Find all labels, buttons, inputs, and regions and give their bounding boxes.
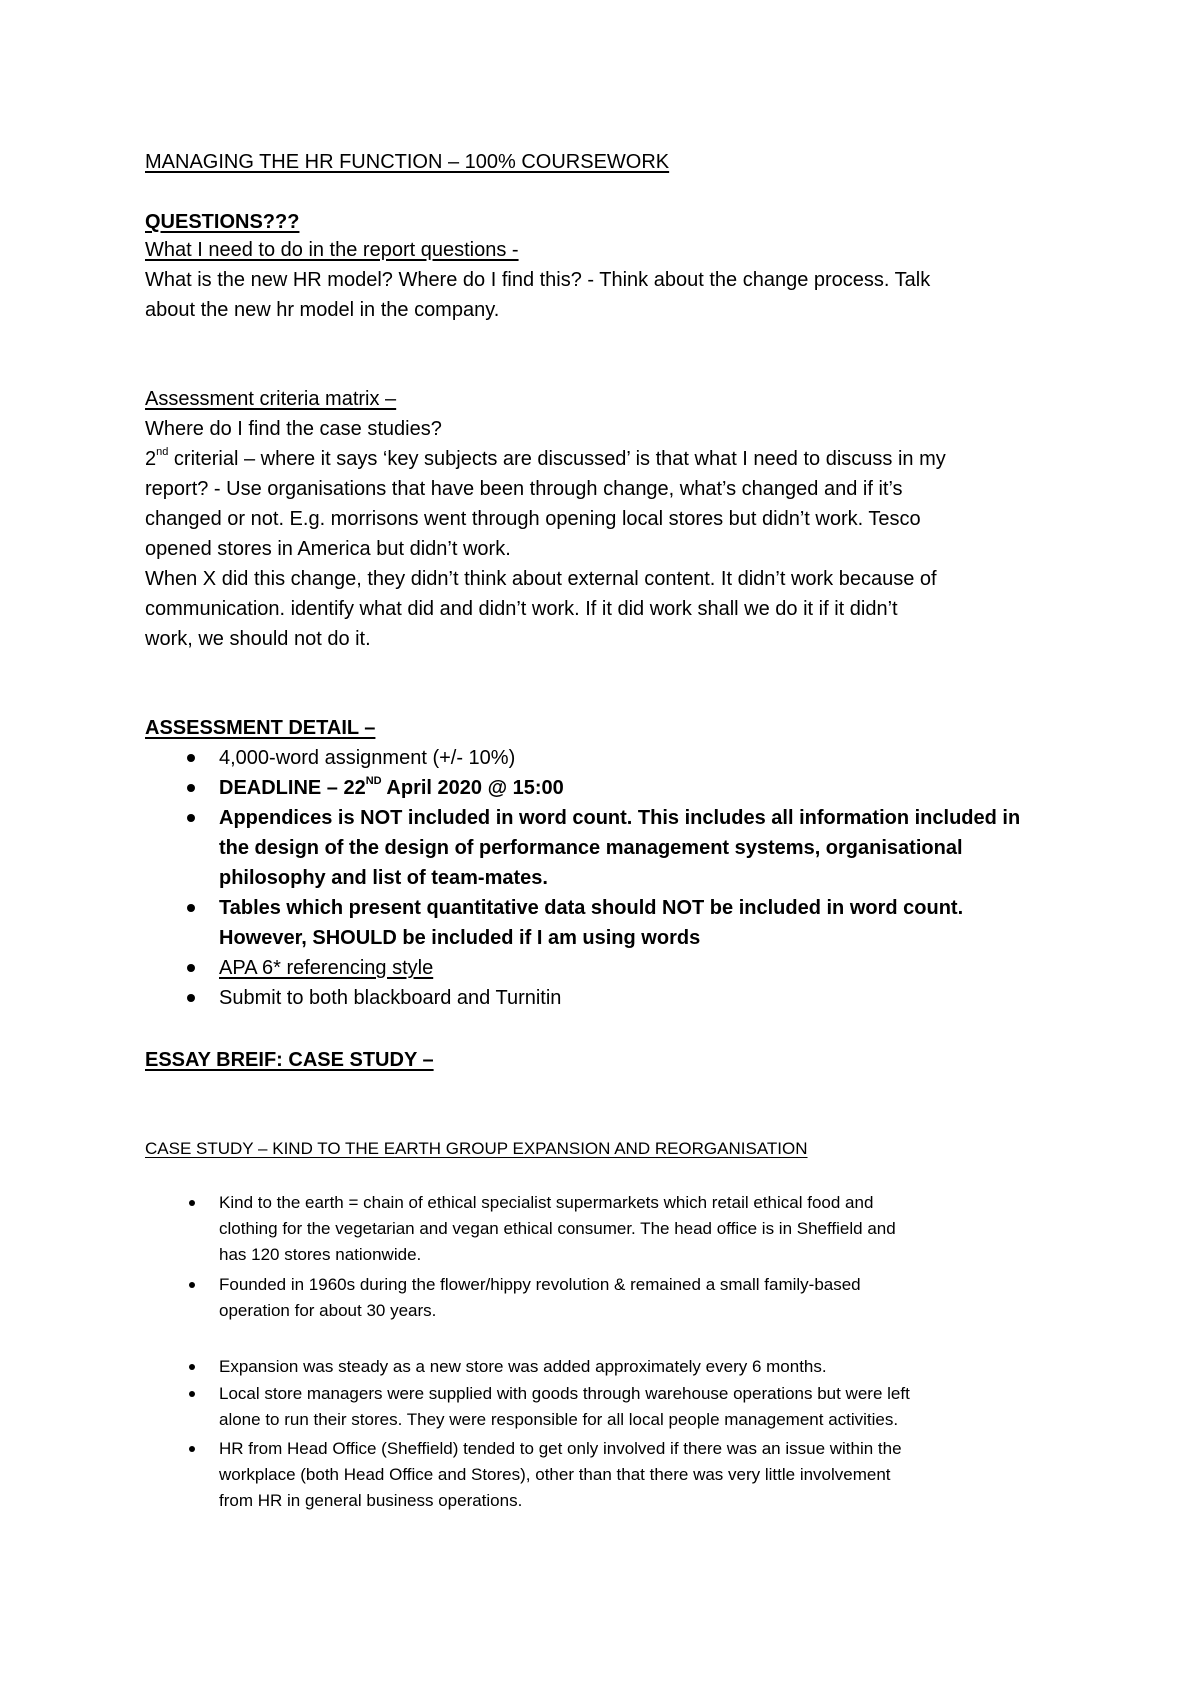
bullet-icon (187, 784, 195, 792)
bullet-icon (187, 964, 195, 972)
list-item-text: Kind to the earth = chain of ethical specialist supermarkets which retail ethical food and (219, 1193, 874, 1212)
assessment-criteria-line: communication. identify what did and didn’t work. If it did work shall we do it if it didn’t (145, 598, 898, 620)
criteria-text: criterial – where it says ‘key subjects are discussed’ is that what I need to discuss in my (168, 448, 946, 470)
list-item-text: 4,000-word assignment (+/- 10%) (219, 747, 516, 769)
bullet-icon (187, 904, 195, 912)
list-item-text: has 120 stores nationwide. (219, 1245, 422, 1264)
ordinal-number: 2 (145, 448, 157, 470)
bullet-icon (187, 814, 195, 822)
assessment-criteria-line: When X did this change, they didn’t think about external content. It didn’t work because of (145, 568, 937, 590)
bullet-icon (187, 994, 195, 1002)
essay-brief-heading: ESSAY BREIF: CASE STUDY – (145, 1049, 434, 1071)
list-item-text: HR from Head Office (Sheffield) tended to get only involved if there was an issue within the (219, 1439, 902, 1458)
assessment-criteria-line (145, 447, 946, 471)
list-item-text: Expansion was steady as a new store was added approximately every 6 months. (219, 1357, 827, 1376)
list-item-text: Founded in 1960s during the flower/hippy revolution & remained a small family-based (219, 1275, 861, 1294)
assessment-criteria-line: work, we should not do it. (145, 628, 371, 650)
list-item-text: the design of the design of performance management systems, organisational (219, 837, 963, 859)
list-item-text: alone to run their stores. They were responsible for all local people management activities. (219, 1410, 899, 1429)
document-title: MANAGING THE HR FUNCTION – 100% COURSEWORK (145, 151, 670, 173)
list-item-text: workplace (both Head Office and Stores), other than that there was very little involvement (219, 1465, 891, 1484)
case-study-heading: CASE STUDY – KIND TO THE EARTH GROUP EXPANSION AND REORGANISATION (145, 1139, 808, 1158)
bullet-icon (187, 754, 195, 762)
list-item-text: Tables which present quantitative data should NOT be included in word count. (219, 897, 964, 919)
bullet-icon (189, 1391, 195, 1397)
deadline-ordinal: ND (365, 775, 382, 788)
deadline-post: April 2020 @ 15:00 (381, 777, 564, 799)
bullet-icon (189, 1200, 195, 1206)
list-item-text: clothing for the vegetarian and vegan ethical consumer. The head office is in Sheffield and (219, 1219, 896, 1238)
ordinal-suffix: nd (156, 446, 169, 459)
list-item-text: philosophy and list of team-mates. (219, 867, 548, 889)
list-item-text: operation for about 30 years. (219, 1301, 437, 1320)
deadline-pre: DEADLINE – 22 (219, 777, 366, 799)
list-item-text: from HR in general business operations. (219, 1491, 523, 1510)
list-item-text: Appendices is NOT included in word count. This includes all information included in (219, 807, 1021, 829)
assessment-criteria-line: report? - Use organisations that have been through change, what’s changed and if it’s (145, 478, 903, 500)
assessment-criteria-line: changed or not. E.g. morrisons went through opening local stores but didn’t work. Tesco (145, 508, 921, 530)
questions-line: about the new hr model in the company. (145, 299, 500, 321)
list-item-text: Local store managers were supplied with goods through warehouse operations but were left (219, 1384, 910, 1403)
deadline-text (219, 776, 564, 800)
bullet-icon (189, 1282, 195, 1288)
questions-heading: QUESTIONS??? (145, 211, 300, 233)
bullet-icon (189, 1446, 195, 1452)
referencing-style-link[interactable]: APA 6* referencing style (219, 957, 434, 979)
questions-line: What is the new HR model? Where do I find this? - Think about the change process. Talk (145, 269, 931, 291)
bullet-icon (189, 1364, 195, 1370)
list-item-text: Submit to both blackboard and Turnitin (219, 987, 562, 1009)
list-item-text: However, SHOULD be included if I am using words (219, 927, 701, 949)
assessment-detail-heading: ASSESSMENT DETAIL – (145, 717, 376, 739)
assessment-criteria-line: opened stores in America but didn’t work. (145, 538, 511, 560)
assessment-criteria-heading: Assessment criteria matrix – (145, 388, 397, 410)
assessment-criteria-line: Where do I find the case studies? (145, 418, 442, 440)
questions-subheading: What I need to do in the report questions - (145, 239, 519, 261)
